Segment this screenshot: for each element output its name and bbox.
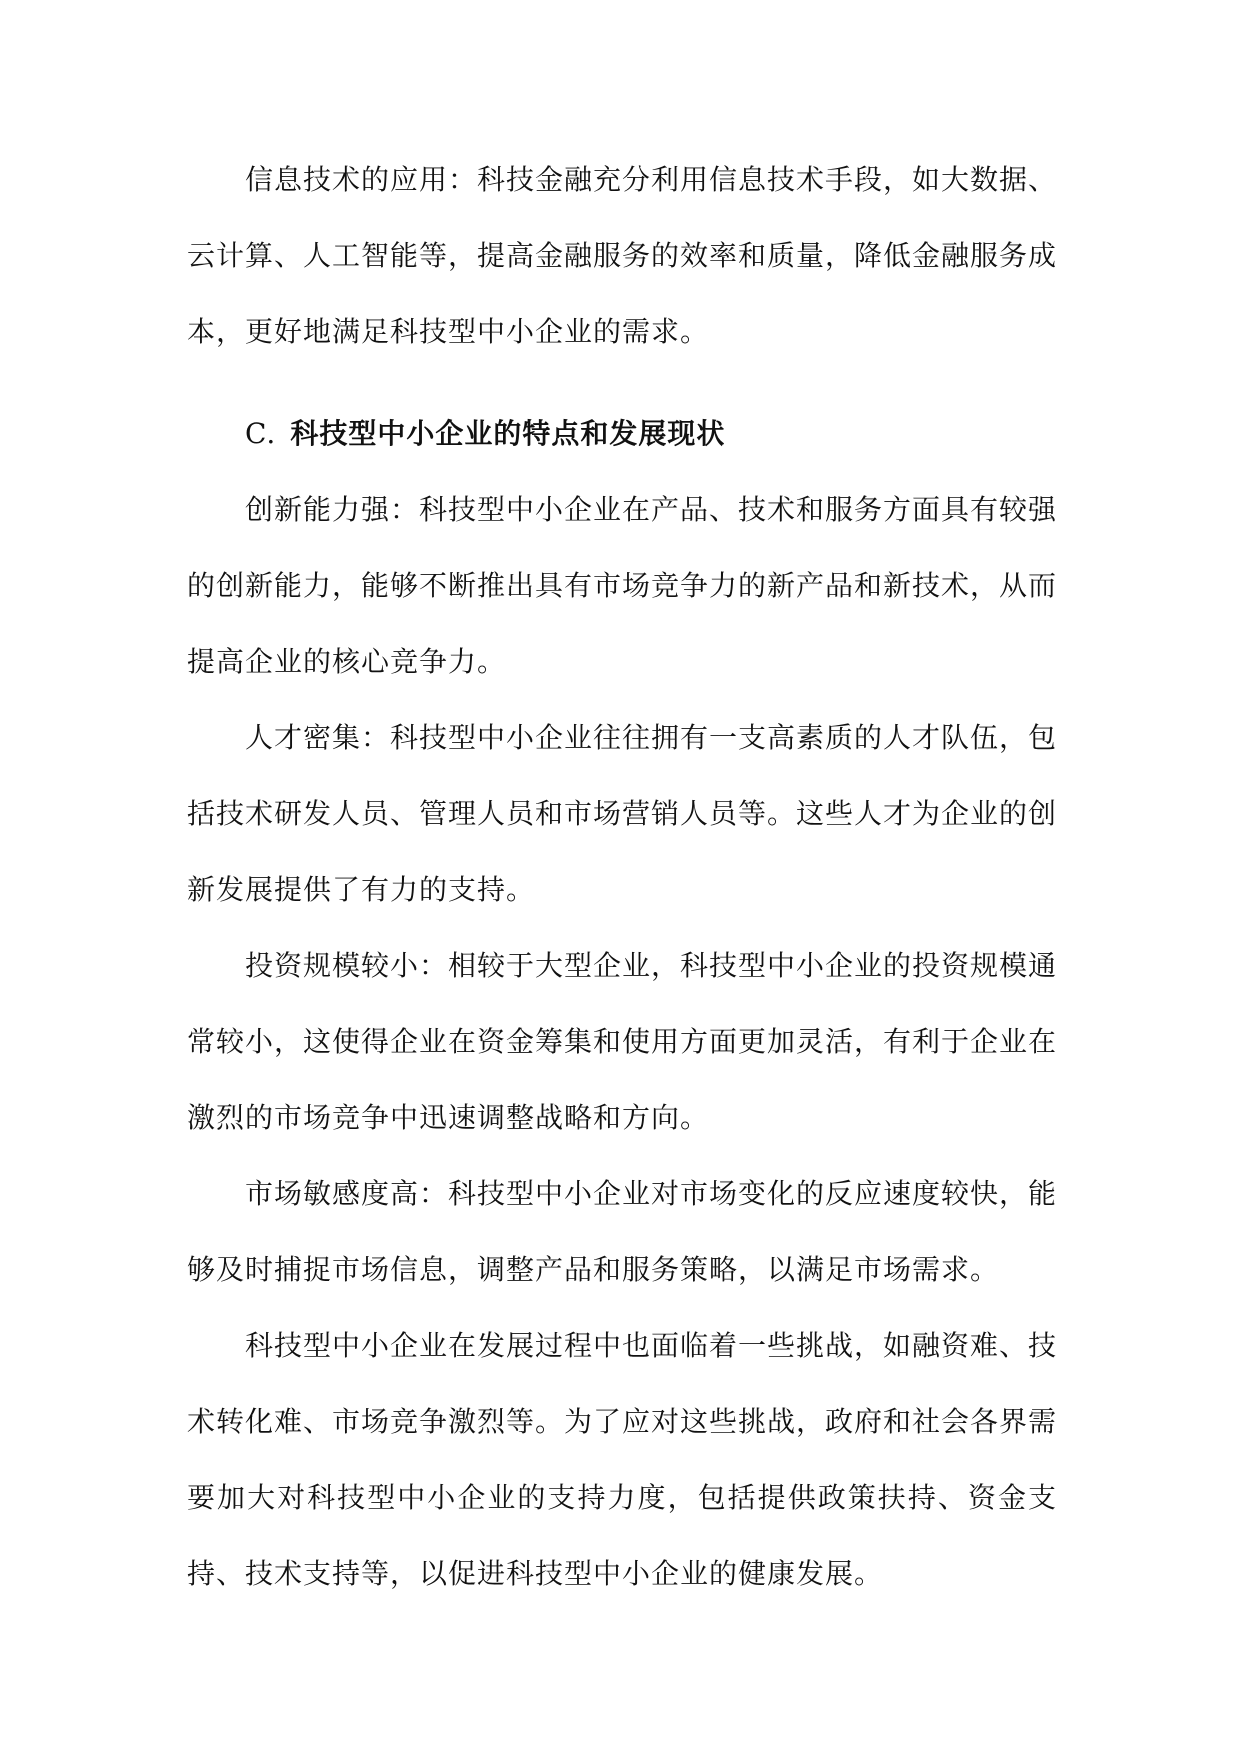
paragraph-market-sensitivity: 市场敏感度高：科技型中小企业对市场变化的反应速度较快，能够及时捕捉市场信息，调整产品和服务策略，以满足市场需求。 (187, 1177, 1058, 1286)
section-heading (187, 396, 1057, 472)
paragraph-innovation: 创新能力强：科技型中小企业在产品、技术和服务方面具有较强的创新能力，能够不断推出具有市场竞争力的新产品和新技术，从而提高企业的核心竞争力。 (187, 493, 1058, 678)
paragraph-talent: 人才密集：科技型中小企业往往拥有一支高素质的人才队伍，包括技术研发人员、管理人员和市场营销人员等。这些人才为企业的创新发展提供了有力的支持。 (187, 721, 1058, 906)
paragraph-info-tech: 信息技术的应用：科技金融充分利用信息技术手段，如大数据、云计算、人工智能等，提高金融服务的效率和质量，降低金融服务成本，更好地满足科技型中小企业的需求。 (187, 163, 1058, 348)
paragraph-challenges: 科技型中小企业在发展过程中也面临着一些挑战，如融资难、技术转化难、市场竞争激烈等。为了应对这些挑战，政府和社会各界需要加大对科技型中小企业的支持力度，包括提供政策扶持、资金支持、技术支持等，以促进科技型中小企业的健康发展。 (187, 1329, 1058, 1590)
document-body (187, 142, 1057, 1612)
section-marker: C. (245, 417, 277, 450)
paragraph-investment: 投资规模较小：相较于大型企业，科技型中小企业的投资规模通常较小，这使得企业在资金筹集和使用方面更加灵活，有利于企业在激烈的市场竞争中迅速调整战略和方向。 (187, 949, 1058, 1134)
section-title: 科技型中小企业的特点和发展现状 (290, 417, 726, 450)
